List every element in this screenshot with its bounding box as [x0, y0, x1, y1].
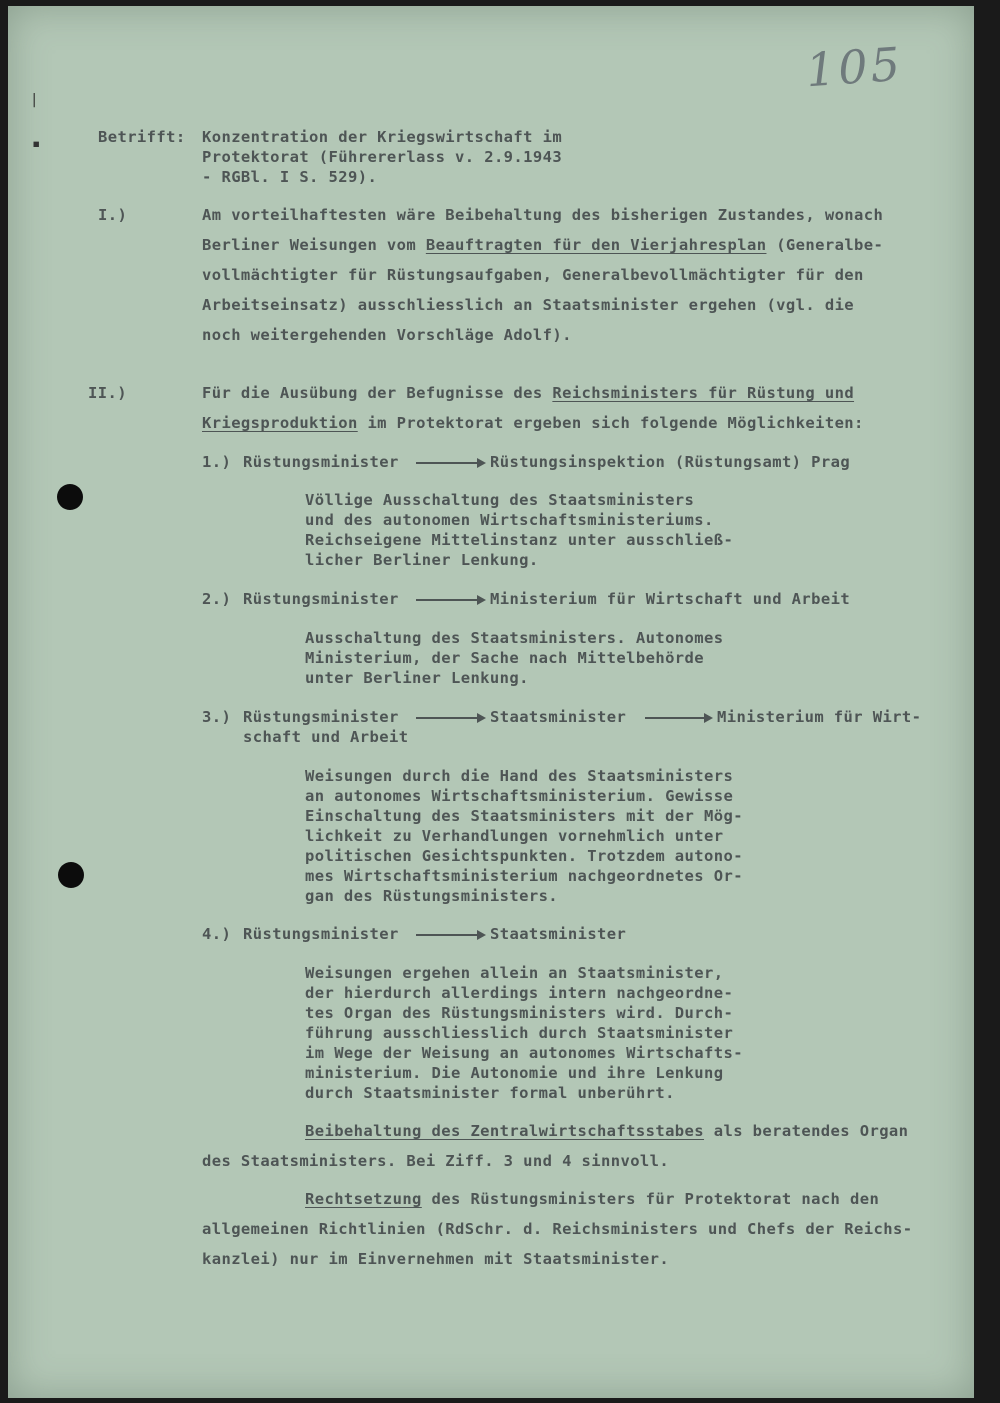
option-chain-item: schaft und Arbeit: [243, 728, 409, 746]
option-number: 4.): [202, 925, 232, 943]
paragraph-line: Berliner Weisungen vom Beauftragten für den Vierjahresplan (Generalbe-: [202, 236, 884, 254]
paragraph-line: vollmächtigter für Rüstungsaufgaben, Generalbevollmächtigter für den: [202, 266, 864, 284]
paragraph-line: Beibehaltung des Zentralwirtschaftsstabes als beratendes Organ: [305, 1122, 909, 1140]
underlined-term: Kriegsproduktion: [202, 414, 358, 432]
option-description-line: Reichseigene Mittelinstanz unter ausschließ-: [305, 531, 734, 549]
paragraph-line: allgemeinen Richtlinien (RdSchr. d. Reichsministers und Chefs der Reichs-: [202, 1220, 913, 1238]
option-chain-item: Rüstungsminister: [243, 708, 399, 726]
arrow-icon: [416, 599, 484, 601]
margin-tick: |: [30, 92, 39, 108]
option-description-line: und des autonomen Wirtschaftsministeriums.: [305, 511, 714, 529]
arrow-icon: [416, 462, 484, 464]
option-description-line: Ausschaltung des Staatsministers. Autonomes: [305, 629, 724, 647]
punch-hole: [58, 862, 84, 888]
punch-hole: [57, 484, 83, 510]
option-description-line: führung ausschliesslich durch Staatsminister: [305, 1024, 734, 1042]
subject-label: Betrifft:: [98, 128, 186, 146]
paragraph-line: Rechtsetzung des Rüstungsministers für Protektorat nach den: [305, 1190, 880, 1208]
option-description-line: Völlige Ausschaltung des Staatsministers: [305, 491, 695, 509]
option-description-line: licher Berliner Lenkung.: [305, 551, 539, 569]
option-chain-item: Rüstungsminister: [243, 453, 399, 471]
paragraph-line: Am vorteilhaftesten wäre Beibehaltung des bisherigen Zustandes, wonach: [202, 206, 884, 224]
option-description-line: im Wege der Weisung an autonomes Wirtschafts-: [305, 1044, 743, 1062]
handwritten-page-number: 105: [804, 36, 905, 98]
arrow-icon: [645, 717, 711, 719]
option-description-line: Einschaltung des Staatsministers mit der Mög-: [305, 807, 743, 825]
option-description-line: lichkeit zu Verhandlungen vornehmlich unter: [305, 827, 724, 845]
option-number: 3.): [202, 708, 232, 726]
paragraph-line: Arbeitseinsatz) ausschliesslich an Staatsminister ergehen (vgl. die: [202, 296, 855, 314]
option-chain-item: Rüstungsminister: [243, 590, 399, 608]
option-description-line: durch Staatsminister formal unberührt.: [305, 1084, 675, 1102]
margin-tick: ▪: [32, 136, 41, 152]
underlined-term: Rechtsetzung: [305, 1190, 422, 1208]
option-number: 1.): [202, 453, 232, 471]
option-description-line: Ministerium, der Sache nach Mittelbehörde: [305, 649, 705, 667]
option-description-line: unter Berliner Lenkung.: [305, 669, 529, 687]
paragraph-line: noch weitergehenden Vorschläge Adolf).: [202, 326, 572, 344]
option-description-line: Weisungen durch die Hand des Staatsministers: [305, 767, 734, 785]
underlined-term: Beauftragten für den Vierjahresplan: [425, 236, 767, 254]
subject-line: Protektorat (Führererlass v. 2.9.1943: [202, 148, 563, 166]
option-description-line: tes Organ des Rüstungsministers wird. Durch-: [305, 1004, 734, 1022]
option-description-line: politischen Gesichtspunkten. Trotzdem autono-: [305, 847, 743, 865]
paragraph-line: Kriegsproduktion im Protektorat ergeben sich folgende Möglichkeiten:: [202, 414, 864, 432]
paragraph-line: Für die Ausübung der Befugnisse des Reichsministers für Rüstung und: [202, 384, 855, 402]
underlined-term: Beibehaltung des Zentralwirtschaftsstabes: [305, 1122, 705, 1140]
option-description-line: ministerium. Die Autonomie und ihre Lenkung: [305, 1064, 724, 1082]
option-description-line: gan des Rüstungsministers.: [305, 887, 559, 905]
subject-line: Konzentration der Kriegswirtschaft im: [202, 128, 563, 146]
option-chain-item: Staatsminister: [490, 708, 627, 726]
paragraph-line: kanzlei) nur im Einvernehmen mit Staatsminister.: [202, 1250, 670, 1268]
option-description-line: an autonomes Wirtschaftsministerium. Gewisse: [305, 787, 734, 805]
underlined-term: Reichsministers für Rüstung und: [552, 384, 855, 402]
section-label: II.): [88, 384, 127, 402]
option-chain-item: Ministerium für Wirt-: [717, 708, 922, 726]
arrow-icon: [416, 717, 484, 719]
subject-line: - RGBl. I S. 529).: [202, 168, 378, 186]
arrow-icon: [416, 934, 484, 936]
option-number: 2.): [202, 590, 232, 608]
option-description-line: der hierdurch allerdings intern nachgeordne-: [305, 984, 734, 1002]
paragraph-line: des Staatsministers. Bei Ziff. 3 und 4 sinnvoll.: [202, 1152, 670, 1170]
option-chain-item: Rüstungsminister: [243, 925, 399, 943]
option-description-line: Weisungen ergehen allein an Staatsminister,: [305, 964, 724, 982]
section-label: I.): [98, 206, 128, 224]
option-description-line: mes Wirtschaftsministerium nachgeordnetes Or-: [305, 867, 743, 885]
option-chain-item: Rüstungsinspektion (Rüstungsamt) Prag: [490, 453, 851, 471]
option-chain-item: Ministerium für Wirtschaft und Arbeit: [490, 590, 851, 608]
option-chain-item: Staatsminister: [490, 925, 627, 943]
